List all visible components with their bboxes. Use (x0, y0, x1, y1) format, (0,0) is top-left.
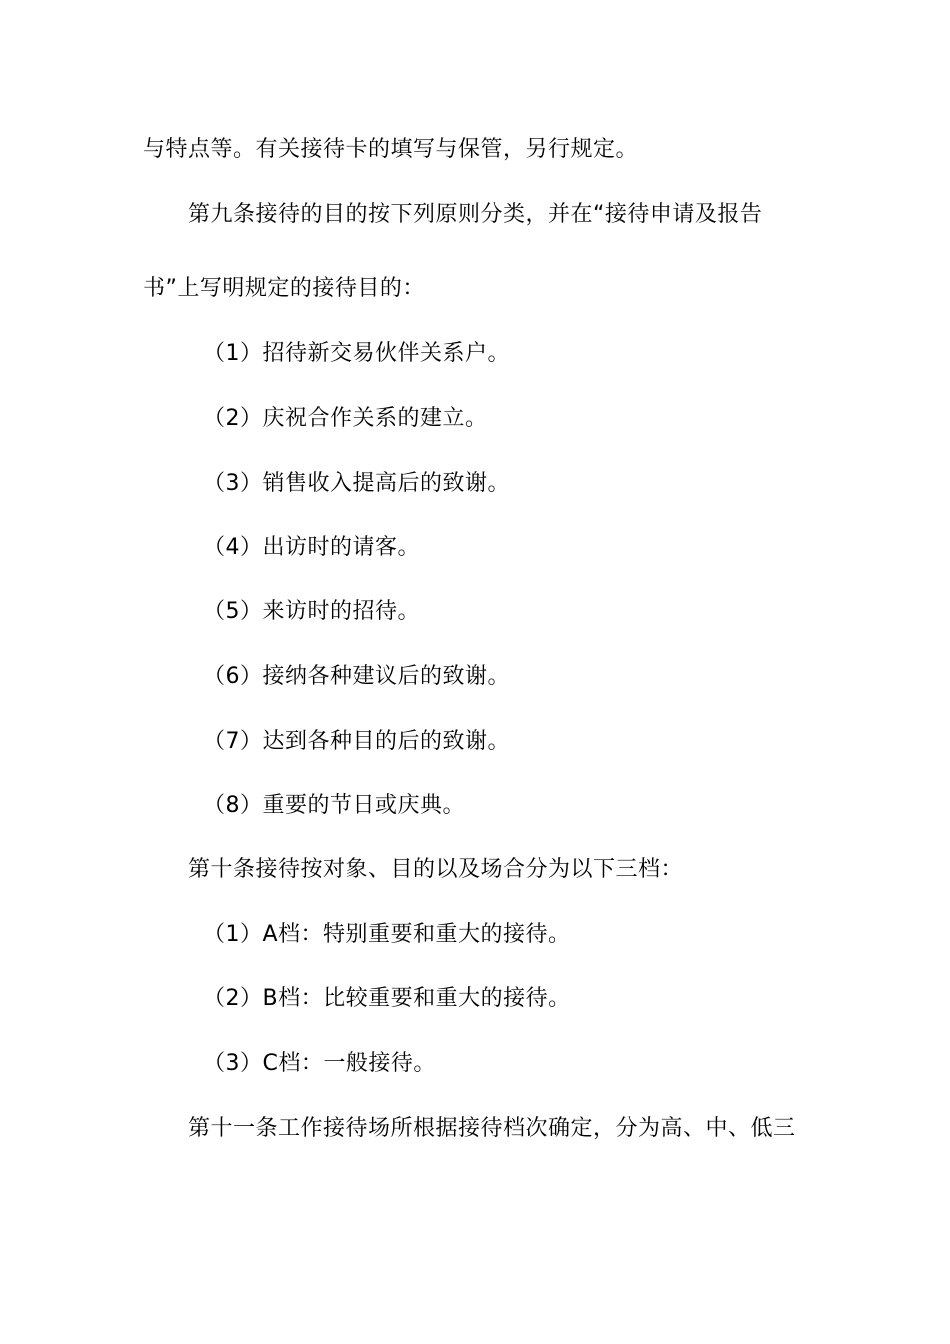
article-10-line: 第十条接待按对象、目的以及场合分为以下三档： (188, 857, 684, 882)
list-item: （1）A档：特别重要和重大的接待。 (203, 922, 571, 947)
list-item: （5）来访时的招待。 (203, 599, 420, 624)
list-item: （4）出访时的请客。 (203, 535, 420, 560)
list-item: （2）庆祝合作关系的建立。 (203, 406, 488, 431)
list-item: （2）B档：比较重要和重大的接待。 (203, 986, 571, 1011)
list-item: （6）接纳各种建议后的致谢。 (203, 664, 510, 689)
article-9-line-1: 第九条接待的目的按下列原则分类，并在“接待申请及报告 (188, 202, 763, 227)
article-11-line: 第十一条工作接待场所根据接待档次确定，分为高、中、低三 (188, 1116, 796, 1141)
paragraph-line: 与特点等。有关接待卡的填写与保管，另行规定。 (143, 137, 639, 162)
list-item: （1）招待新交易伙伴关系户。 (203, 341, 510, 366)
list-item: （3）销售收入提高后的致谢。 (203, 471, 510, 496)
list-item: （8）重要的节日或庆典。 (203, 793, 465, 818)
list-item: （3）C档：一般接待。 (203, 1051, 436, 1076)
list-item: （7）达到各种目的后的致谢。 (203, 729, 510, 754)
article-9-line-2: 书”上写明规定的接待目的： (143, 276, 425, 301)
